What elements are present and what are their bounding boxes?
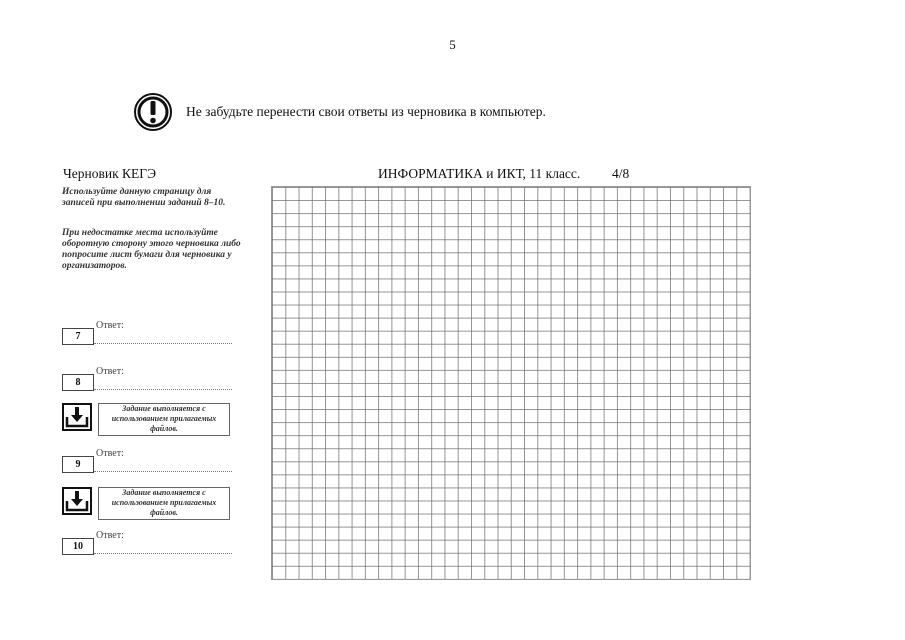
file-notice-text: Задание выполняется с использованием прилагаемых файлов. [98,487,230,520]
answer-label: Ответ: [96,320,124,331]
answer-label: Ответ: [96,530,124,541]
file-notice [62,403,230,436]
draft-grid[interactable] [271,186,751,580]
answer-label: Ответ: [96,366,124,377]
reminder-text: Не забудьте перенести свои ответы из черновика в компьютер. [186,104,546,119]
answer-field-9[interactable] [62,448,232,474]
task-number: 9 [62,456,94,473]
download-file-icon [62,487,92,515]
subject-title: ИНФОРМАТИКА и ИКТ, 11 класс. [378,166,581,181]
task-number: 8 [62,374,94,391]
task-number: 7 [62,328,94,345]
download-file-icon [62,403,92,431]
page-fraction: 4/8 [612,166,630,181]
answer-label: Ответ: [96,448,124,459]
exclamation-circle-icon [133,92,173,132]
answer-line [94,343,232,344]
task-number: 10 [62,538,94,555]
instruction-usage: Используйте данную страницу для записей при выполнении заданий 8–10. [62,187,226,208]
answer-line [94,471,232,472]
draft-title: Черновик КЕГЭ [63,166,156,181]
file-notice [62,487,230,520]
instruction-space: При недостатке места используйте оборотную сторону этого черновика либо попросите лист бумаги для черновика у организаторов. [62,228,241,271]
answer-line [94,389,232,390]
page-number: 5 [449,37,456,52]
answer-field-8[interactable] [62,366,232,392]
answer-field-7[interactable] [62,320,232,346]
file-notice-text: Задание выполняется с использованием прилагаемых файлов. [98,403,230,436]
answer-field-10[interactable] [62,530,232,556]
answer-line [94,553,232,554]
